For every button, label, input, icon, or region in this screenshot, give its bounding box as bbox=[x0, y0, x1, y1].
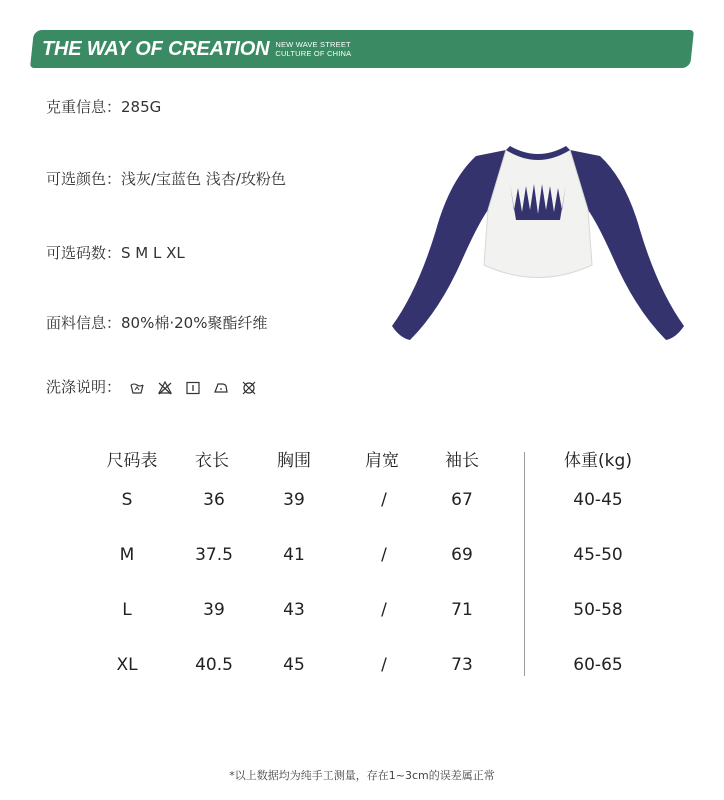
table-header: 衣长 bbox=[195, 451, 229, 471]
table-cell: / bbox=[381, 600, 387, 620]
table-cell: 39 bbox=[203, 600, 225, 620]
table-cell: 40-45 bbox=[573, 490, 623, 510]
table-cell: S bbox=[121, 490, 133, 510]
table-cell: 41 bbox=[283, 545, 305, 565]
color-info: 可选颜色：浅灰/宝蓝色 浅杏/玫粉色 bbox=[46, 170, 286, 188]
table-divider bbox=[524, 452, 525, 676]
table-cell: 43 bbox=[283, 600, 305, 620]
table-cell: / bbox=[381, 655, 387, 675]
wash-label: 洗涤说明： bbox=[46, 378, 122, 396]
table-cell: / bbox=[381, 545, 387, 565]
table-header: 体重(kg) bbox=[564, 451, 632, 471]
table-cell: 36 bbox=[203, 490, 225, 510]
table-cell: 37.5 bbox=[195, 545, 233, 565]
table-cell: 60-65 bbox=[573, 655, 623, 675]
table-cell: 45-50 bbox=[573, 545, 623, 565]
table-cell: 71 bbox=[451, 600, 473, 620]
table-cell: 45 bbox=[283, 655, 305, 675]
hand-wash-icon bbox=[130, 381, 144, 395]
table-cell: L bbox=[122, 600, 132, 620]
footnote: *以上数据均为纯手工测量，存在1~3cm的误差属正常 bbox=[229, 769, 495, 782]
table-cell: 39 bbox=[283, 490, 305, 510]
tumble-dry-icon bbox=[186, 381, 200, 395]
banner-sub-line2: CULTURE OF CHINA bbox=[275, 49, 352, 58]
banner-subtitle bbox=[275, 40, 351, 58]
banner-sub-line1: NEW WAVE STREET bbox=[275, 40, 351, 49]
banner-content bbox=[42, 30, 351, 68]
weight-info: 克重信息：285G bbox=[46, 98, 162, 116]
table-cell: XL bbox=[116, 655, 138, 675]
table-header: 尺码表 bbox=[106, 451, 158, 471]
product-shirt-image bbox=[388, 140, 688, 350]
size-info: 可选码数：S M L XL bbox=[46, 244, 185, 262]
table-cell: / bbox=[381, 490, 387, 510]
table-cell: 69 bbox=[451, 545, 473, 565]
table-header: 肩宽 bbox=[365, 451, 399, 471]
no-dry-clean-icon bbox=[242, 381, 256, 395]
table-header: 袖长 bbox=[445, 451, 479, 471]
no-bleach-icon bbox=[158, 381, 172, 395]
table-cell: M bbox=[119, 545, 135, 565]
iron-icon bbox=[214, 381, 228, 395]
table-cell: 73 bbox=[451, 655, 473, 675]
table-cell: 67 bbox=[451, 490, 473, 510]
fabric-info: 面料信息：80%棉·20%聚酯纤维 bbox=[46, 314, 268, 332]
banner-title: THE WAY OF CREATION bbox=[42, 37, 270, 60]
wash-info bbox=[46, 376, 256, 397]
table-cell: 50-58 bbox=[573, 600, 623, 620]
table-header: 胸围 bbox=[277, 451, 311, 471]
wash-icons bbox=[130, 381, 256, 395]
table-cell: 40.5 bbox=[195, 655, 233, 675]
